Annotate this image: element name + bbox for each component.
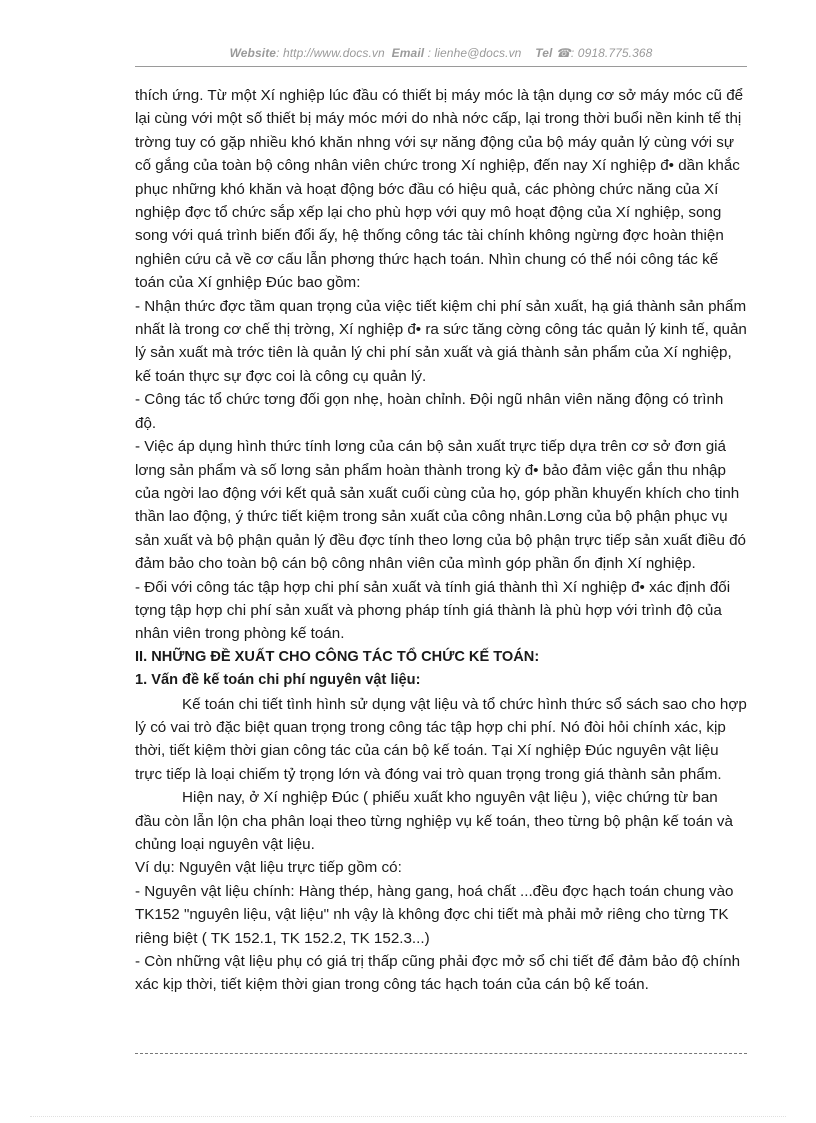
phone-icon: ☎	[555, 46, 571, 60]
paragraph: - Nhận thức đợc tầm quan trọng của việc tiết kiệm chi phí sản xuất, hạ giá thành sản phẩm nhất là trong cơ chế thị trờng, Xí nghiệp đ• ra sức tăng cờng công tác quản lý kinh tế, quản lý sản xuất mà trớc tiên là quản lý chi phí sản xuất và giá thành sản phẩm của Xí nghiệp, kế toán thực sự đợc coi là công cụ quản lý.	[135, 297, 747, 385]
tel-value: : 0918.775.368	[570, 46, 653, 60]
website-label: Website	[229, 46, 277, 60]
paragraph: - Đối với công tác tập hợp chi phí sản xuất và tính giá thành thì Xí nghiệp đ• xác định đối tợng tập hợp chi phí sản xuất và phơng pháp tính giá thành là phù hợp với trình độ của nhân viên trong phòng kế toán.	[135, 578, 731, 643]
document-body	[135, 84, 747, 997]
paragraph: Hiện nay, ở Xí nghiệp Đúc ( phiếu xuất kho nguyên vật liệu ), việc chứng từ ban đầu còn lẫn lộn cha phân loại theo từng nghiệp vụ kế toán, theo từng bộ phận kế toán và chủng loại nguyên vật liệu.	[135, 789, 733, 853]
sub-heading: 1. Vấn đề kế toán chi phí nguyên vật liệu:	[135, 672, 421, 689]
page-header	[135, 46, 747, 60]
tel-label: Tel	[535, 46, 553, 60]
section-heading: II. NHỮNG ĐỀ XUẤT CHO CÔNG TÁC TỔ CHỨC KẾ TOÁN:	[135, 648, 540, 665]
footer-divider	[135, 1053, 747, 1054]
paragraph: - Việc áp dụng hình thức tính lơng của cán bộ sản xuất trực tiếp dựa trên cơ sở đơn giá lơng sản phẩm và số lơng sản phẩm hoàn thành trong kỳ đ• bảo đảm việc gắn thu nhập của ngời lao động với kết quả sản xuất cuối cùng của họ, góp phần khuyến khích cho tinh thần lao động, ý thức tiết kiệm trong sản xuất của công nhân.Lơng của bộ phận phục vụ sản xuất và bộ phận quản lý đều đợc tính theo lơng của bộ phận trực tiếp sản xuất điều đó đảm bảo cho toàn bộ cán bộ công nhân viên của mình góp phần ổn định Xí nghiệp.	[135, 438, 747, 573]
website-value[interactable]: : http://www.docs.vn	[276, 46, 385, 60]
page-bottom-border	[30, 1116, 786, 1117]
email-label: Email	[391, 46, 425, 60]
paragraph: - Nguyên vật liệu chính: Hàng thép, hàng gang, hoá chất ...đều đợc hạch toán chung vào TK152 "nguyên liệu, vật liệu" nh vậy là không đợc chi tiết mà phải mở riêng cho từng TK riêng biệt ( TK 152.1, TK 152.2, TK 152.3...)	[135, 882, 734, 947]
paragraph: - Còn những vật liệu phụ có giá trị thấp cũng phải đợc mở sổ chi tiết để đảm bảo độ chính xác kịp thời, tiết kiệm thời gian trong công tác hạch toán của cán bộ kế toán.	[135, 953, 741, 994]
paragraph: thích ứng. Từ một Xí nghiệp lúc đầu có thiết bị máy móc là tận dụng cơ sở máy móc cũ để lại cùng với một số thiết bị máy móc mới do nhà nớc cấp, lại trong thời buổi nền kinh tế thị trờng tuy có gặp nhiều khó khăn nhng với sự năng động của bộ máy quản lý cùng với sự cố gắng của toàn bộ công nhân viên chức trong Xí nghiệp, đến nay Xí nghiệp đ• dần khắc phục những khó khăn và hoạt động bớc đầu có hiệu quả, các phòng chức năng của Xí nghiệp đợc tổ chức sắp xếp lại cho phù hợp với quy mô hoạt động của Xí nghiệp, song song với quá trình biến đổi ấy, hệ thống công tác tài chính không ngừng đợc hoàn thiện nghiên cứu cả về cơ cấu lẫn phơng thức hạch toán. Nhìn chung có thể nói công tác kế toán của Xí gnhiệp Đúc bao gồm:	[135, 87, 744, 292]
email-value[interactable]: : lienhe@docs.vn	[424, 46, 522, 60]
paragraph: Ví dụ: Nguyên vật liệu trực tiếp gồm có:	[135, 859, 402, 877]
header-divider	[135, 66, 747, 67]
paragraph: Kế toán chi tiết tình hình sử dụng vật liệu và tổ chức hình thức sổ sách sao cho hợp lý có vai trò đặc biệt quan trọng trong công tác tập hợp chi phí. Nó đòi hỏi chính xác, kịp thời, tiết kiệm thời gian công tác của cán bộ kế toán. Tại Xí nghiệp Đúc nguyên vật liệu trực tiếp là loại chiếm tỷ trọng lớn và đóng vai trò quan trọng trong giá thành sản phẩm.	[135, 695, 747, 783]
paragraph: - Công tác tổ chức tơng đối gọn nhẹ, hoàn chỉnh. Đội ngũ nhân viên năng động có trình độ.	[135, 391, 724, 432]
